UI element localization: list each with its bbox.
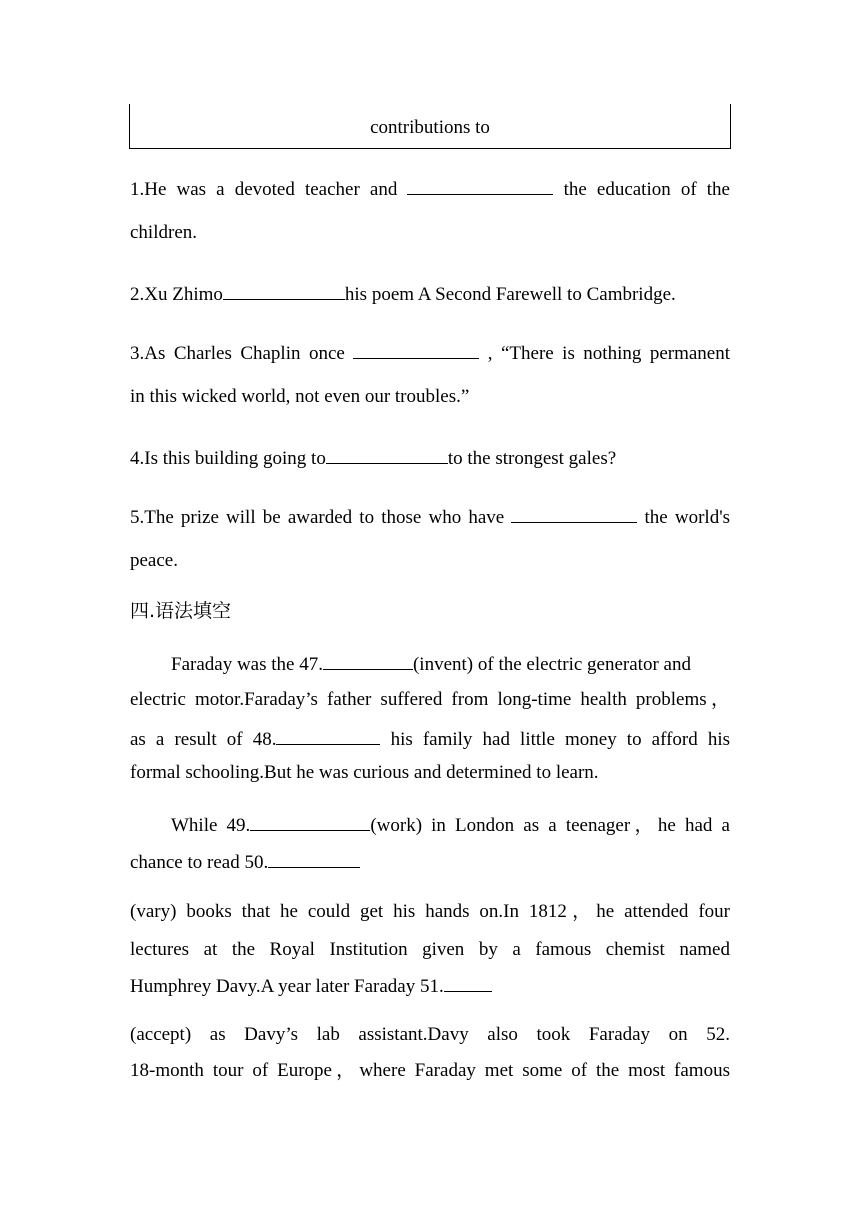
question-text: , “There is nothing permanent: [487, 343, 731, 364]
passage-line: [171, 651, 730, 677]
answer-blank-48[interactable]: [276, 726, 380, 745]
passage-line: [171, 812, 730, 838]
answer-blank-51[interactable]: [444, 973, 492, 992]
passage-line: electric motor.Faraday’s father suffered from long-time health problems，: [130, 689, 730, 710]
question-text: 5.The prize will be awarded to those who have: [130, 507, 505, 528]
passage-line: 18-month tour of Europe，where Faraday met some of the most famous: [130, 1060, 730, 1081]
question-4: [130, 445, 730, 471]
question-text: the world's: [644, 507, 731, 528]
question-text: 4.Is this building going to: [130, 448, 326, 469]
section-heading: 四.语法填空: [130, 600, 232, 622]
question-3-continued: in this wicked world, not even our troubles.”: [130, 386, 470, 407]
question-1-continued: children.: [130, 222, 198, 243]
answer-blank-1[interactable]: [407, 176, 553, 195]
question-text: 2.Xu Zhimo: [130, 284, 223, 305]
question-2: [130, 281, 730, 307]
answer-blank-49[interactable]: [250, 812, 370, 831]
question-text: 3.As Charles Chaplin once: [130, 343, 345, 364]
answer-blank-5[interactable]: [511, 504, 637, 523]
question-5-continued: peace.: [130, 550, 178, 571]
passage-line: (accept) as Davy’s lab assistant.Davy also took Faraday on 52.: [130, 1024, 730, 1045]
passage-line: [130, 973, 730, 999]
question-3: [130, 340, 730, 366]
passage-line: [130, 726, 730, 752]
question-5: [130, 504, 730, 530]
passage-text: While 49.: [171, 815, 251, 836]
question-1: [130, 176, 730, 202]
passage-text: (work) in London as a teenager，he had a: [370, 815, 730, 836]
answer-blank-50[interactable]: [268, 849, 360, 868]
passage-text: Faraday was the 47.: [171, 654, 323, 675]
answer-blank-2[interactable]: [223, 281, 345, 300]
question-text: his poem A Second Farewell to Cambridge.: [344, 284, 676, 305]
table-cell-text: contributions to: [370, 117, 490, 138]
question-text: to the strongest gales?: [447, 448, 617, 469]
answer-blank-47[interactable]: [323, 651, 413, 670]
answer-blank-4[interactable]: [326, 445, 448, 464]
passage-text: Humphrey Davy.A year later Faraday 51.: [130, 976, 444, 997]
passage-text: as a result of 48.: [130, 729, 277, 750]
question-text: the education of the: [563, 179, 730, 200]
passage-text: his family had little money to afford his: [390, 729, 731, 750]
passage-line: [130, 849, 730, 875]
passage-line: lectures at the Royal Institution given by a famous chemist named: [130, 939, 730, 960]
passage-text: (invent) of the electric generator and: [412, 654, 691, 675]
passage-text: chance to read 50.: [130, 852, 269, 873]
passage-line: formal schooling.But he was curious and determined to learn.: [130, 762, 599, 783]
question-text: 1.He was a devoted teacher and: [130, 179, 398, 200]
passage-line: (vary) books that he could get his hands on.In 1812，he attended four: [130, 901, 730, 922]
answer-blank-3[interactable]: [353, 340, 479, 359]
table-cell: [129, 104, 731, 149]
